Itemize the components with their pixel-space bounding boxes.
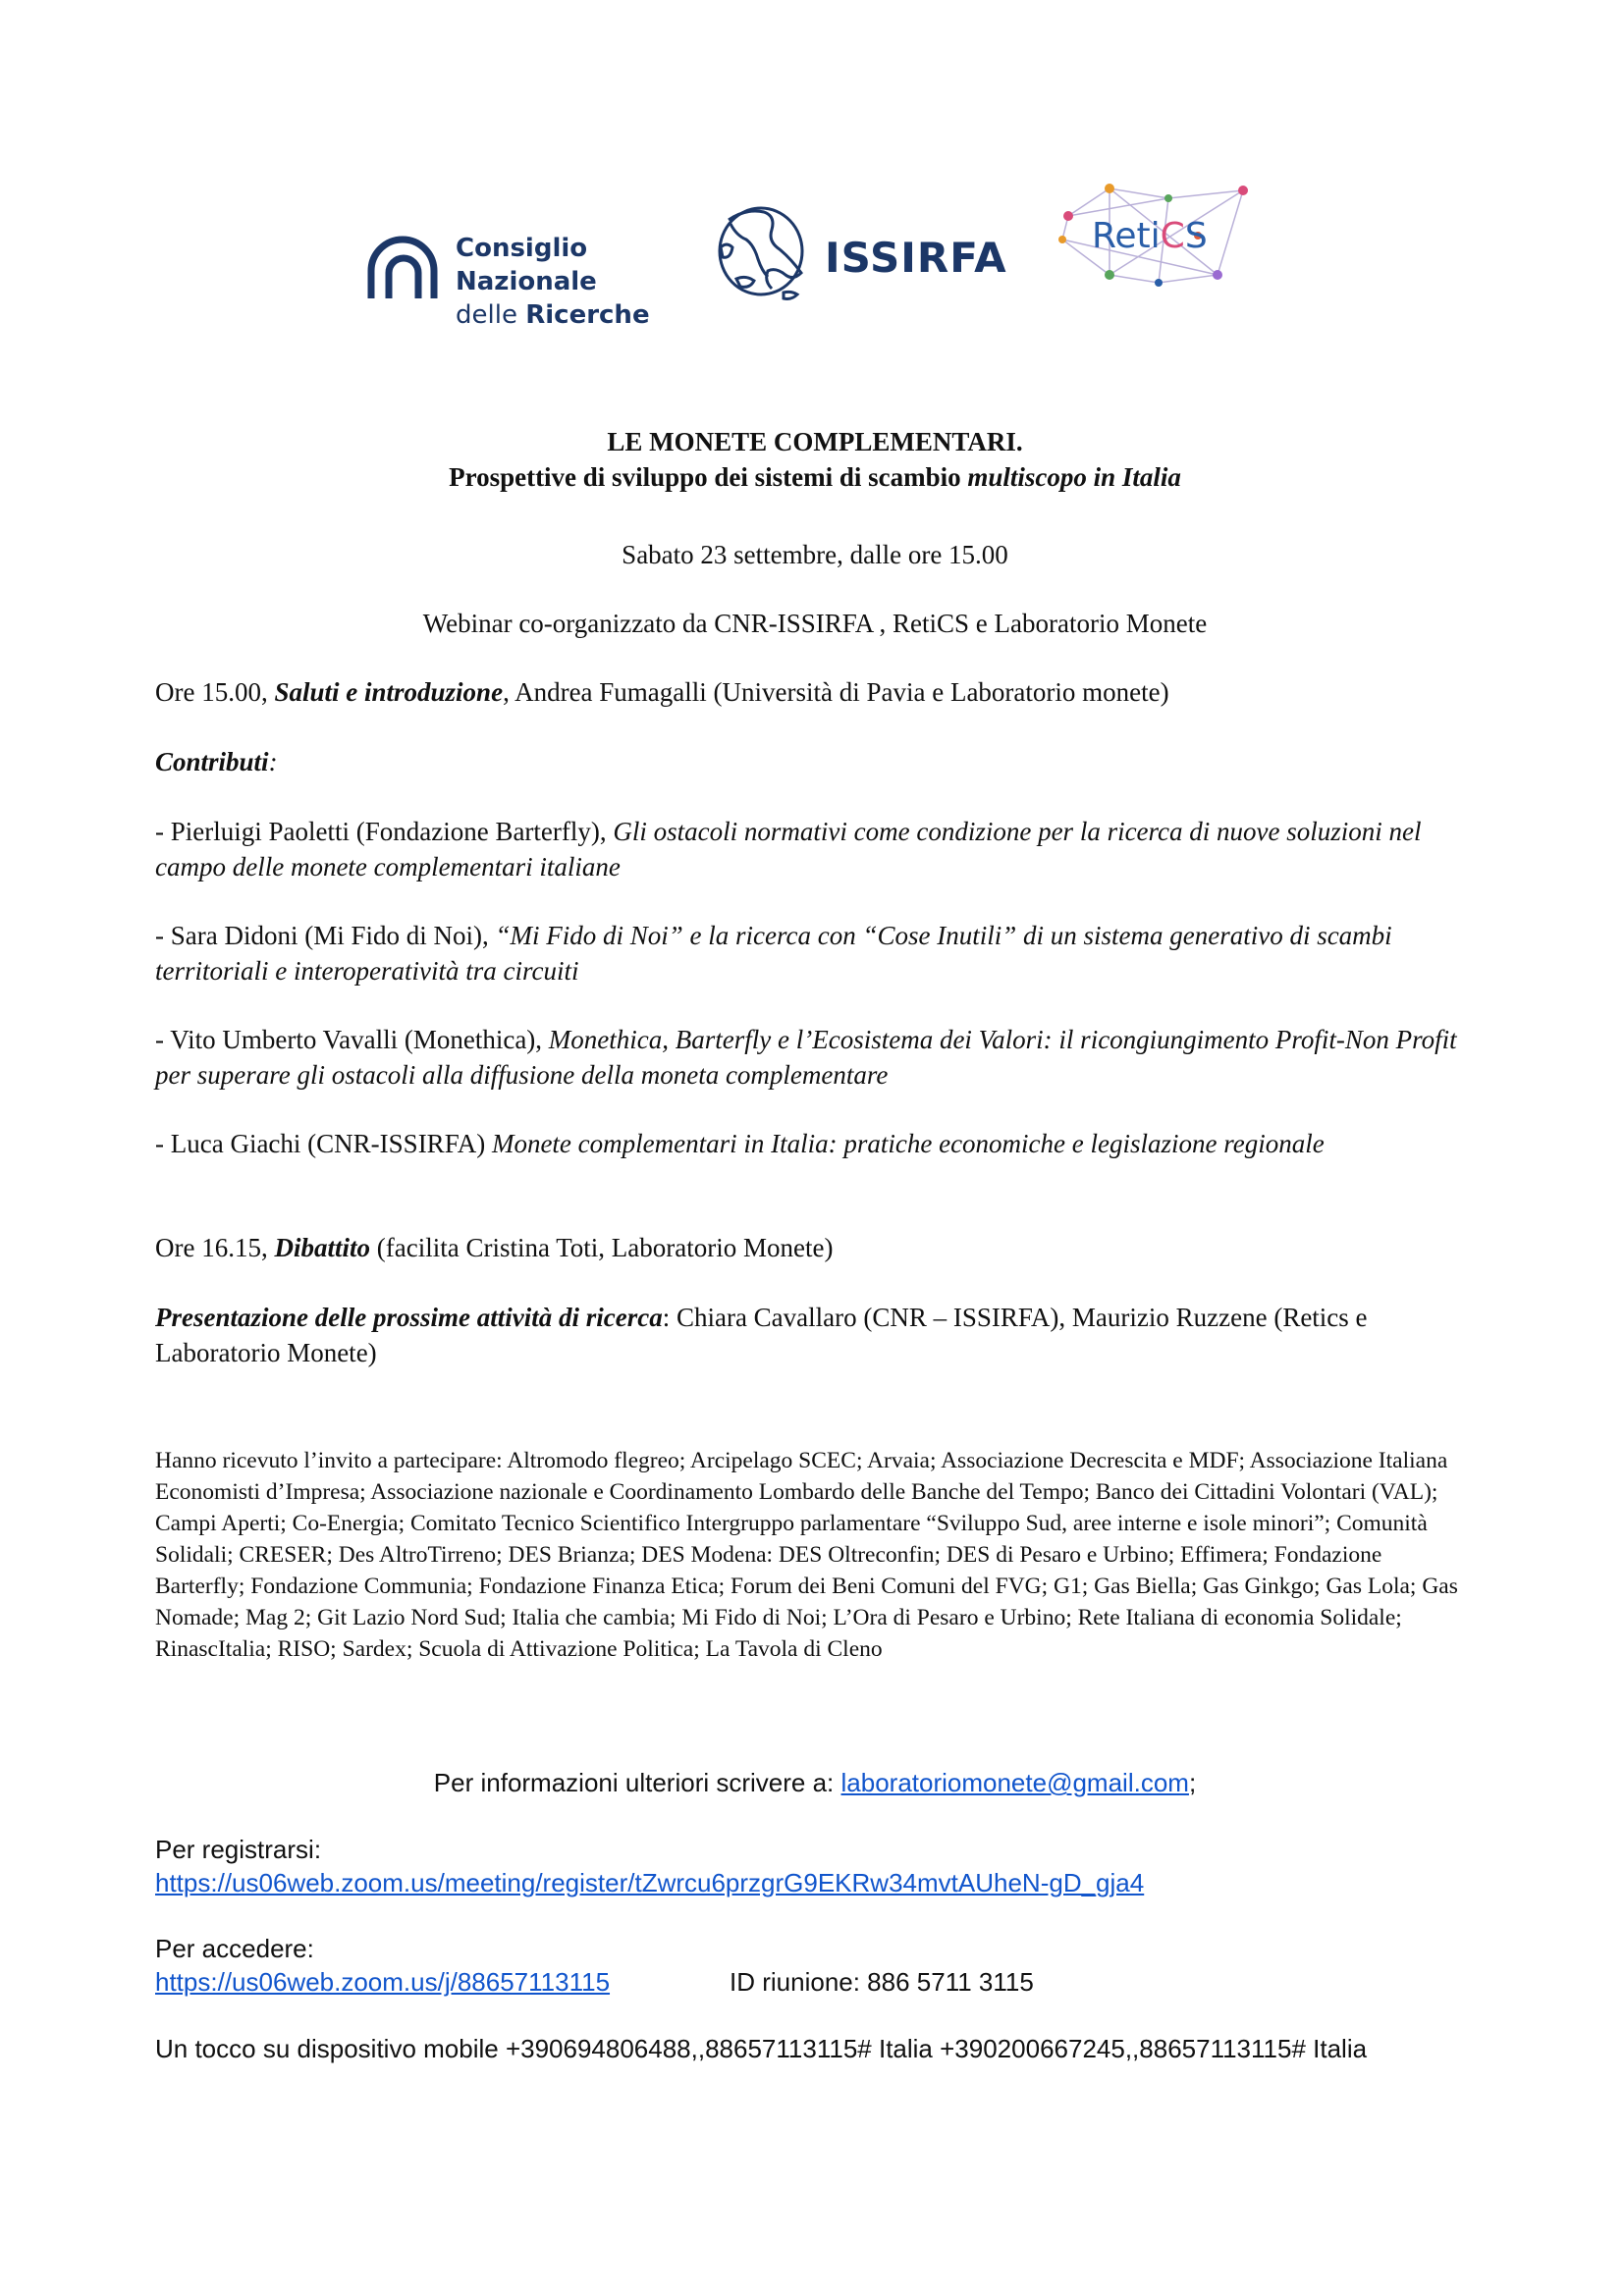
contribution-item: - Sara Didoni (Mi Fido di Noi), “Mi Fido di Noi” e la ricerca con “Cose Inutili” di un sistema generativo di scambi territoriali e interoperatività tra circuiti <box>155 921 1392 986</box>
debate-item: Ore 16.15, Dibattito (facilita Cristina Toti, Laboratorio Monete) <box>155 1233 834 1262</box>
presentation-item: Presentazione delle prossime attività di ricerca: Chiara Cavallaro (CNR – ISSIRFA), Maurizio Ruzzene (Retics e Laboratorio Monete) <box>155 1303 1368 1367</box>
retics-logo-text: RetiCS <box>1092 216 1208 256</box>
info-line: Per informazioni ulteriori scrivere a: laboratoriomonete@gmail.com; <box>433 1768 1197 1797</box>
event-organizers: Webinar co-organizzato da CNR-ISSIRFA , RetiCS e Laboratorio Monete <box>422 609 1208 638</box>
register-link[interactable]: https://us06web.zoom.us/meeting/register/tZwrcu6przgrG9EKRw34mvtAUheN-gD_gja4 <box>155 1868 1145 1897</box>
cnr-logo <box>365 226 689 330</box>
cnr-mark-icon <box>365 234 444 304</box>
contribution-item: - Vito Umberto Vavalli (Monethica), Monethica, Barterfly e l’Ecosistema dei Valori: il ricongiungimento Profit-Non Profit per superare gli ostacoli alla diffusione della moneta complementare <box>155 1025 1457 1090</box>
register-link-line <box>155 1866 1471 1899</box>
retics-logo <box>1051 177 1257 294</box>
title-line-2: Prospettive di sviluppo dei sistemi di scambio multiscopo in Italia <box>449 462 1181 492</box>
invitees-paragraph: Hanno ricevuto l’invito a partecipare: Altromodo flegreo; Arcipelago SCEC; Arvaia; Associazione Decrescita e MDF; Associazione Italiana Economisti d’Impresa; Associazione nazionale e Coordinamento Lombardo delle Banche del Tempo; Banco dei Cittadini Volontari (VAL); Campi Aperti; Co-Energia; Comitato Tecnico Scientifico Intergruppo parlamentare “Sviluppo Sud, aree interne e isole minori”; Comunità Solidali; CRESER; Des AltroTirreno; DES Brianza; DES Modena: DES Oltreconfin; DES di Pesaro e Urbino; Effimera; Fondazione Barterfly; Fondazione Communia; Fondazione Finanza Etica; Forum dei Beni Comuni del FVG; G1; Gas Biella; Gas Ginkgo; Gas Lola; Gas Nomade; Mag 2; Git Lazio Nord Sud; Italia che cambia; Mi Fido di Noi; L’Ora di Pesaro e Urbino; Rete Italiana di economia Solidale; RinascItalia; RISO; Sardex; Scuola di Attivazione Politica; La Tavola di Cleno <box>155 1448 1458 1662</box>
meeting-id: ID riunione: 886 5711 3115 <box>730 1967 1034 1997</box>
issirfa-logo-text: ISSIRFA <box>825 234 1007 282</box>
cnr-logo-line1: Consiglio Nazionale <box>456 234 597 296</box>
italy-map-icon <box>707 190 815 308</box>
access-label: Per accedere: <box>155 1934 314 1963</box>
access-line <box>155 1965 1471 1999</box>
logo-bar <box>353 177 1276 330</box>
mobile-dial-line: Un tocco su dispositivo mobile +390694806488,,88657113115# Italia +390200667245,,88657113115# Italia <box>155 2034 1368 2063</box>
email-link[interactable]: laboratoriomonete@gmail.com <box>840 1768 1189 1797</box>
title-line-1: LE MONETE COMPLEMENTARI. <box>607 427 1023 456</box>
document-title <box>157 424 1473 495</box>
access-link[interactable]: https://us06web.zoom.us/j/88657113115 <box>155 1967 611 1997</box>
issirfa-logo <box>707 190 1031 308</box>
contribution-item: - Luca Giachi (CNR-ISSIRFA) Monete complementari in Italia: pratiche economiche e legislazione regionale <box>155 1129 1325 1158</box>
intro-item: Ore 15.00, Saluti e introduzione, Andrea Fumagalli (Università di Pavia e Laboratorio monete) <box>155 677 1169 707</box>
contributions-heading: Contributi: <box>155 747 278 776</box>
register-label: Per registrarsi: <box>155 1835 322 1864</box>
event-date: Sabato 23 settembre, dalle ore 15.00 <box>622 540 1008 569</box>
contribution-item: - Pierluigi Paoletti (Fondazione Barterfly), Gli ostacoli normativi come condizione per la ricerca di nuove soluzioni nel campo delle monete complementari italiane <box>155 817 1422 881</box>
cnr-logo-line2: delle Ricerche <box>456 300 650 330</box>
